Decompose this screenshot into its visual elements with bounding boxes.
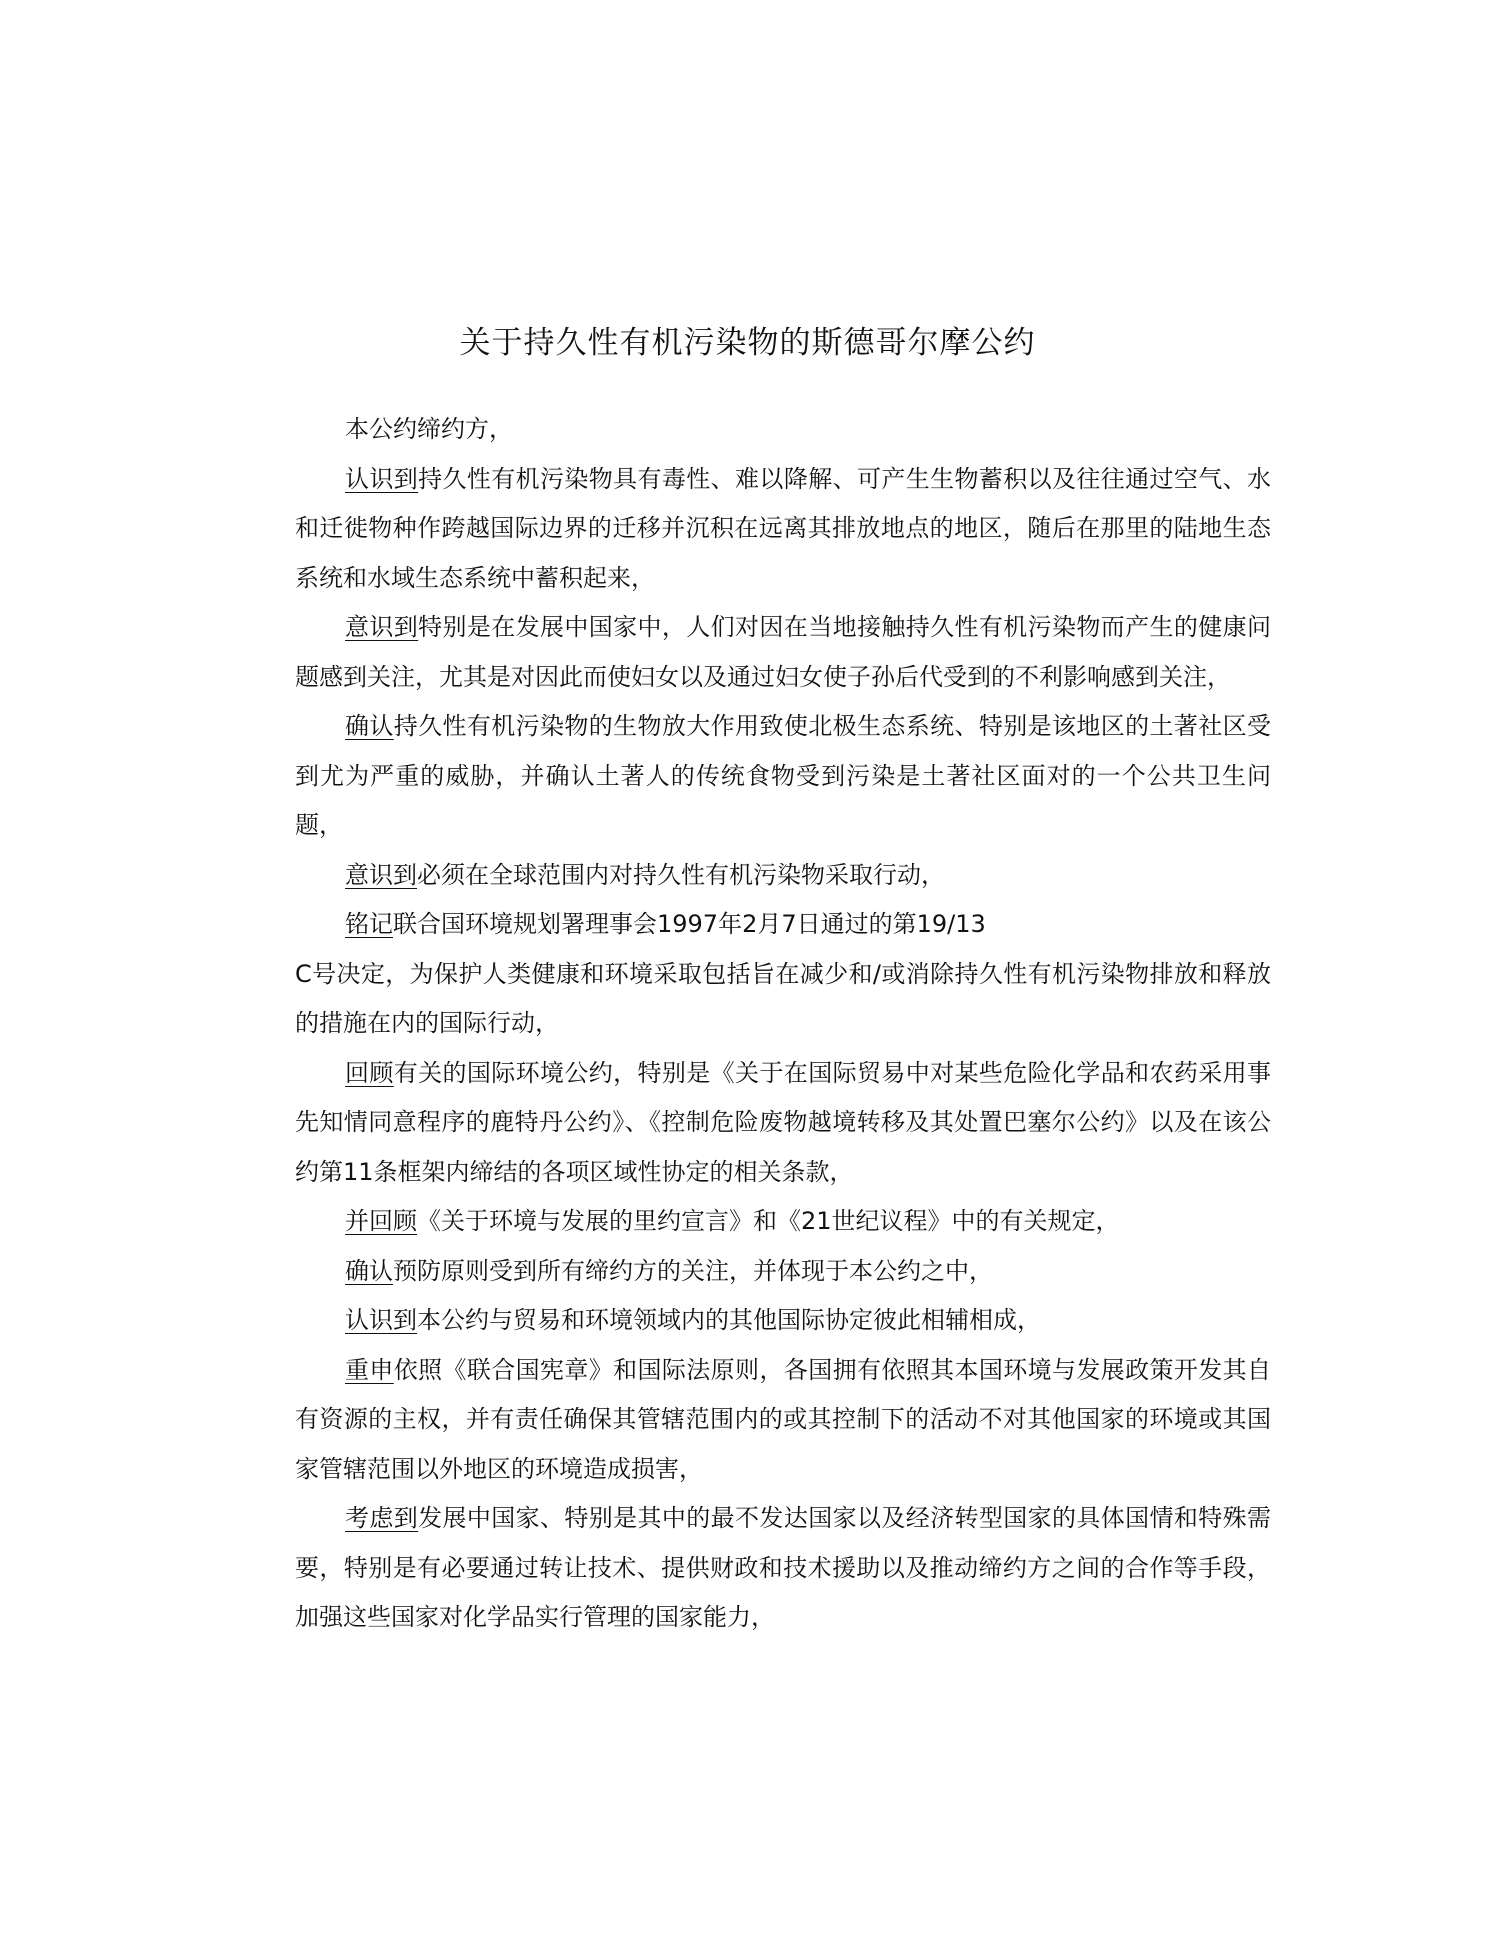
paragraph-text: 必须在全球范围内对持久性有机污染物采取行动， xyxy=(417,860,945,889)
paragraph-keyword: 确认 xyxy=(345,712,394,740)
preamble-paragraph-mindful-decision xyxy=(295,900,1271,950)
paragraph-text: 联合国环境规划署理事会1997年2月7日通过的第19/13 xyxy=(393,910,986,938)
paragraph-keyword: 意识到 xyxy=(345,860,417,889)
preamble-paragraph-recalling-conventions xyxy=(295,1049,1271,1198)
paragraph-keyword: 认识到 xyxy=(345,464,419,493)
paragraph-keyword: 并回顾 xyxy=(345,1207,417,1235)
paragraph-keyword: 考虑到 xyxy=(345,1504,419,1532)
paragraph-text: 本公约与贸易和环境领域内的其他国际协定彼此相辅相成， xyxy=(417,1306,1041,1334)
preamble-paragraph-decision-continued xyxy=(295,950,1271,1049)
paragraph-text: 特别是在发展中国家中，人们对因在当地接触持久性有机污染物而产生的健康问题感到关注，尤其是对因此而使妇女以及通过妇女使子孙后代受到的不利影响感到关注， xyxy=(295,613,1272,691)
preamble-paragraph-developing-countries xyxy=(295,1494,1271,1643)
paragraph-text: 持久性有机污染物的生物放大作用致使北极生态系统、特别是该地区的土著社区受到尤为严重的威胁，并确认土著人的传统食物受到污染是土著社区面对的一个公共卫生问题， xyxy=(295,712,1272,839)
paragraph-keyword: 铭记 xyxy=(345,910,393,938)
paragraph-text: 持久性有机污染物具有毒性、难以降解、可产生生物蓄积以及往往通过空气、水和迁徙物种作跨越国际边界的迁移并沉积在远离其排放地点的地区，随后在那里的陆地生态系统和水域生态系统中蓄积起来， xyxy=(295,464,1272,592)
paragraph-text: 有关的国际环境公约，特别是《关于在国际贸易中对某些危险化学品和农药采用事先知情同意程序的鹿特丹公约》、《控制危险废物越境转移及其处置巴塞尔公约》以及在该公约第11条框架内缔结的各项区域性协定的相关条款， xyxy=(295,1058,1272,1186)
paragraph-text: 预防原则受到所有缔约方的关注，并体现于本公约之中， xyxy=(393,1256,993,1285)
preamble-paragraph-precaution xyxy=(295,1247,1271,1297)
paragraph-keyword: 认识到 xyxy=(345,1306,417,1334)
preamble-paragraph-reaffirming-sovereignty xyxy=(295,1346,1271,1495)
paragraph-keyword: 意识到 xyxy=(345,613,419,641)
preamble-paragraph-recognizing xyxy=(295,455,1271,604)
preamble-paragraph-aware-health xyxy=(295,603,1271,702)
preamble-paragraph-aware-global-action xyxy=(295,851,1271,901)
document-title: 关于持久性有机污染物的斯德哥尔摩公约 xyxy=(459,325,1036,361)
paragraph-text: C号决定，为保护人类健康和环境采取包括旨在减少和/或消除持久性有机污染物排放和释放的措施在内的国际行动， xyxy=(295,959,1271,1037)
preamble-paragraph-acknowledging-arctic xyxy=(295,702,1271,851)
paragraph-text: 发展中国家、特别是其中的最不发达国家以及经济转型国家的具体国情和特殊需要，特别是有必要通过转让技术、提供财政和技术援助以及推动缔约方之间的合作等手段，加强这些国家对化学品实行管理的国家能力， xyxy=(295,1504,1272,1631)
preamble-body xyxy=(295,405,1271,1643)
paragraph-text: 依照《联合国宪章》和国际法原则，各国拥有依照其本国环境与发展政策开发其自有资源的主权，并有责任确保其管辖范围内的或其控制下的活动不对其他国家的环境或其国家管辖范围以外地区的环境造成损害， xyxy=(295,1355,1272,1483)
preamble-paragraph-recalling-rio xyxy=(295,1197,1271,1247)
paragraph-text: 《关于环境与发展的里约宣言》和《21世纪议程》中的有关规定， xyxy=(417,1207,1120,1235)
paragraph-keyword: 重申 xyxy=(345,1355,394,1384)
paragraph-keyword: 回顾 xyxy=(345,1058,394,1087)
preamble-paragraph-parties xyxy=(295,405,1271,455)
paragraph-keyword: 确认 xyxy=(345,1256,393,1285)
preamble-paragraph-mutually-supportive xyxy=(295,1296,1271,1346)
paragraph-text: 本公约缔约方， xyxy=(345,415,513,443)
